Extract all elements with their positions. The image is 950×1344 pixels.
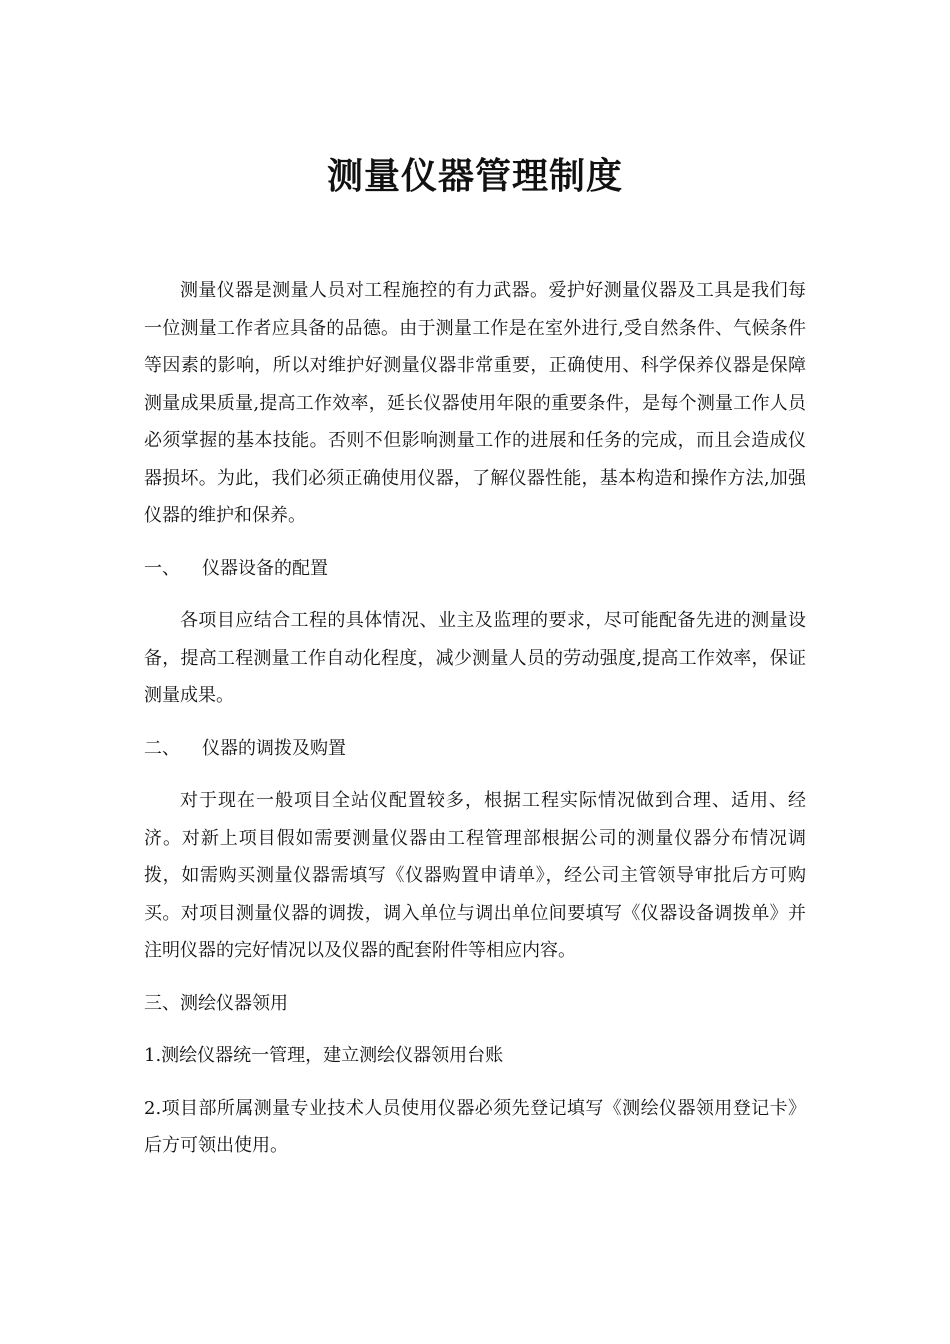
section-3-item-1: 1.测绘仪器统一管理，建立测绘仪器领用台账 — [144, 1045, 504, 1066]
section-2-title: 仪器的调拨及购置 — [202, 737, 346, 759]
section-1-heading — [144, 550, 806, 588]
section-3-heading: 三、测绘仪器领用 — [144, 992, 288, 1014]
section-1-paragraph: 各项目应结合工程的具体情况、业主及监理的要求，尽可能配备先进的测量设备，提高工程测量工作自动化程度，减少测量人员的劳动强度,提高工作效率，保证测量成果。 — [144, 610, 806, 706]
section-1-title: 仪器设备的配置 — [202, 557, 328, 579]
document-body — [144, 272, 806, 1165]
section-1-number: 一、 — [144, 557, 180, 579]
section-3-item-2: 2.项目部所属测量专业技术人员使用仪器必须先登记填写《测绘仪器领用登记卡》后方可领出使用。 — [144, 1097, 806, 1156]
section-2-paragraph: 对于现在一般项目全站仪配置较多，根据工程实际情况做到合理、适用、经济。对新上项目假如需要测量仪器由工程管理部根据公司的测量仪器分布情况调拨，如需购买测量仪器需填写《仪器购置申请单》，经公司主管领导审批后方可购买。对项目测量仪器的调拨，调入单位与调出单位间要填写《仪器设备调拨单》并注明仪器的完好情况以及仪器的配套附件等相应内容。 — [144, 790, 806, 961]
section-2-number: 二、 — [144, 737, 180, 759]
intro-paragraph: 测量仪器是测量人员对工程施控的有力武器。爱护好测量仪器及工具是我们每一位测量工作者应具备的品德。由于测量工作是在室外进行,受自然条件、气候条件等因素的影响，所以对维护好测量仪器非常重要，正确使用、科学保养仪器是保障测量成果质量,提高工作效率，延长仪器使用年限的重要条件，是每个测量工作人员必须掌握的基本技能。否则不但影响测量工作的进展和任务的完成，而且会造成仪器损坏。为此，我们必须正确使用仪器，了解仪器性能，基本构造和操作方法,加强仪器的维护和保养。 — [144, 280, 806, 526]
section-2-heading — [144, 730, 806, 768]
document-title: 测量仪器管理制度 — [326, 156, 623, 197]
